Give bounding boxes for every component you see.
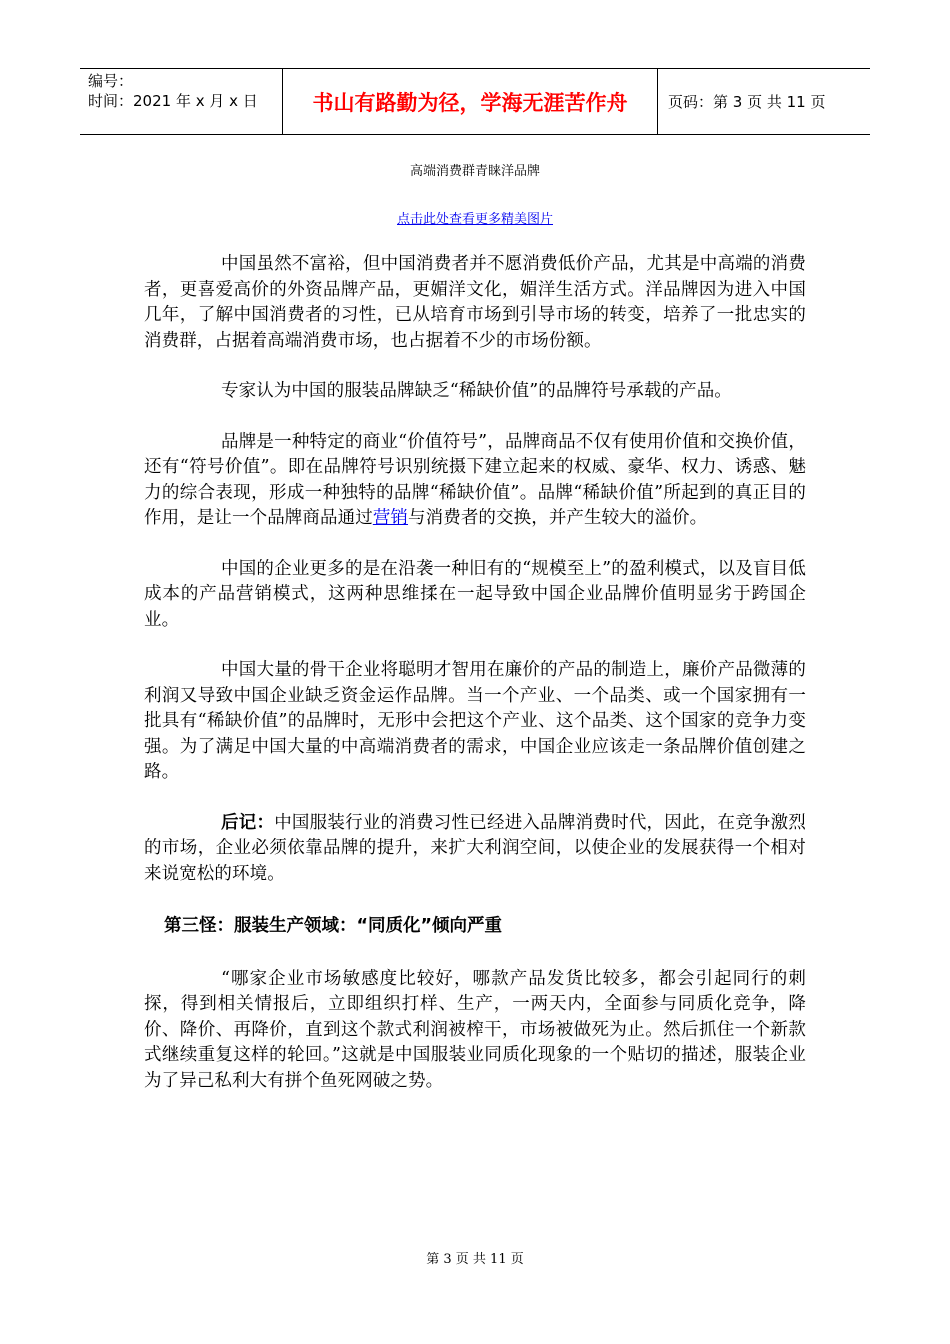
- paragraph-1: 中国虽然不富裕，但中国消费者并不愿消费低价产品，尤其是中高端的消费者，更喜爱高价的外资品牌产品，更媚洋文化，媚洋生活方式。洋品牌因为进入中国几年，了解中国消费者的习性，已从培育市场到引导市场的转变，培养了一批忠实的消费群，占据着高端消费市场，也占据着不少的市场份额。: [144, 254, 806, 351]
- paragraph-6: [144, 811, 806, 888]
- header-time: 时间：2021 年 x 月 x 日: [88, 92, 258, 110]
- paragraph-4: 中国的企业更多的是在沿袭一种旧有的“规模至上”的盈利模式，以及盲目低成本的产品营销模式，这两种思维揉在一起导致中国企业品牌价值明显劣于跨国企业。: [144, 558, 806, 630]
- section-heading: 第三怪：服装生产领域：“同质化”倾向严重: [164, 916, 503, 936]
- header-meta: [80, 69, 283, 134]
- more-images-link-wrapper: [0, 208, 950, 227]
- page-header: [80, 68, 870, 135]
- header-motto: 书山有路勤为径，学海无涯苦作舟: [283, 69, 658, 134]
- header-page-info: 页码：第 3 页 共 11 页: [668, 93, 826, 111]
- page-footer: 第 3 页 共 11 页: [426, 1252, 524, 1267]
- postscript-label: 后记：: [221, 812, 275, 833]
- paragraph-3-text-a: 品牌是一种特定的商业“价值符号”，品牌商品不仅有使用价值和交换价值，还有“符号价值”。即在品牌符号识别统摄下建立起来的权威、豪华、权力、诱惑、魅力的综合表现，形成一种独特的品牌“稀缺价值”。品牌“稀缺价值”所起到的真正目的作用，是让一个品牌商品通过: [144, 431, 806, 528]
- article-body: [144, 252, 806, 1094]
- more-images-link[interactable]: 点击此处查看更多精美图片: [396, 212, 553, 227]
- marketing-link[interactable]: 营销: [372, 508, 409, 528]
- header-number: 编号：: [88, 72, 134, 90]
- paragraph-3: [144, 430, 806, 532]
- paragraph-3-text-b: 与消费者的交换，并产生较大的溢价。: [408, 508, 708, 528]
- image-caption: 高端消费群青睐洋品牌: [409, 164, 540, 179]
- paragraph-2: 专家认为中国的服装品牌缺乏“稀缺价值”的品牌符号承载的产品。: [221, 381, 732, 401]
- paragraph-5: 中国大量的骨干企业将聪明才智用在廉价的产品的制造上，廉价产品微薄的利润又导致中国企业缺乏资金运作品牌。当一个产业、一个品类、或一个国家拥有一批具有“稀缺价值”的品牌时，无形中会把这个产业、这个品类、这个国家的竞争力变强。为了满足中国大量的中高端消费者的需求，中国企业应该走一条品牌价值创建之路。: [144, 660, 806, 782]
- postscript-text: 中国服装行业的消费习性已经进入品牌消费时代，因此，在竞争激烈的市场，企业必须依靠品牌的提升，来扩大利润空间，以使企业的发展获得一个相对来说宽松的环境。: [144, 812, 806, 884]
- paragraph-7: “哪家企业市场敏感度比较好，哪款产品发货比较多，都会引起同行的刺探，得到相关情报后，立即组织打样、生产，一两天内，全面参与同质化竞争，降价、降价、再降价，直到这个款式利润被榨干，市场被做死为止。然后抓住一个新款式继续重复这样的轮回。”这就是中国服装业同质化现象的一个贴切的描述，服装企业为了异己私利大有拼个鱼死网破之势。: [144, 968, 806, 1091]
